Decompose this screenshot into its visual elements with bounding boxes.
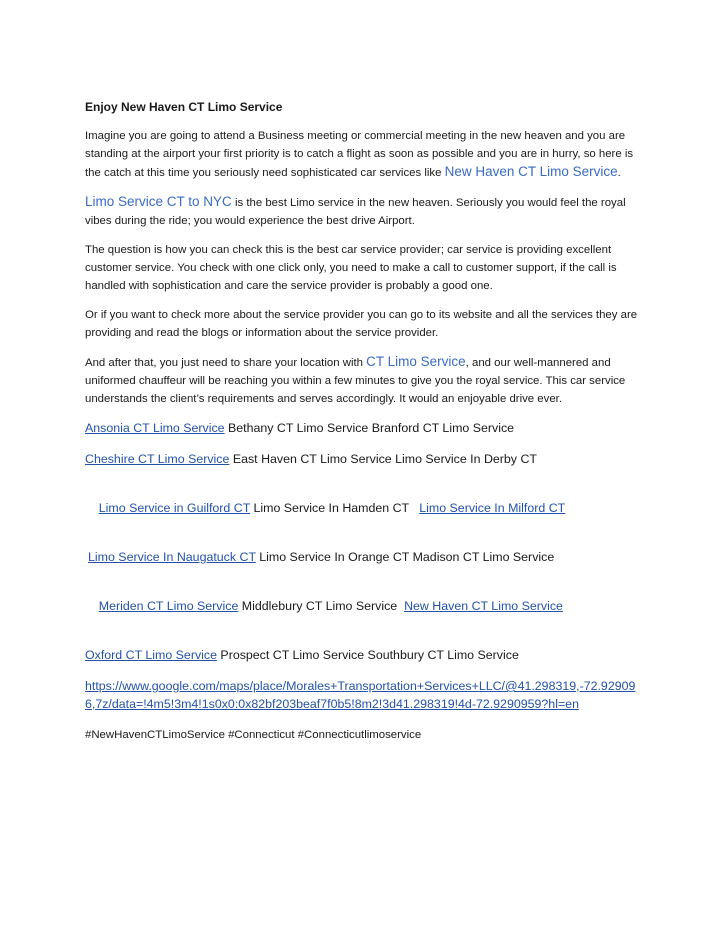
row-text: Bethany CT Limo Service Branford CT Limo Service — [224, 421, 515, 435]
paragraph-intro-tail: . — [617, 167, 621, 179]
row-text: Limo Service In Hamden CT — [250, 501, 420, 515]
paragraph-location — [85, 353, 640, 408]
document-page — [85, 98, 640, 744]
paragraph-nyc-text: is the best Limo service in the new heaven. Seriously you would feel the royal vibes during the ride; you would experience the best drive Airport. — [85, 197, 626, 227]
paragraph-question: The question is how you can check this is the best car service provider; car service is providing excellent customer service. You check with one click only, you need to make a call to customer support, if the call is handled with sophistication and care the service provider is probably a good one. — [85, 244, 617, 292]
paragraph-location-text: And after that, you just need to share your location with — [85, 357, 367, 369]
paragraph-intro — [85, 127, 640, 182]
row-text: Middlebury CT Limo Service — [238, 599, 405, 613]
naugatuck-link[interactable]: Limo Service In Naugatuck CT — [88, 550, 256, 564]
service-links-row — [85, 646, 640, 664]
row-text: Prospect CT Limo Service Southbury CT Limo Service — [216, 648, 519, 662]
paragraph-intro-text: Imagine you are going to attend a Business meeting or commercial meeting in the new heaven and you are standing at the airport your first priority is to catch a flight as soon as possible and you are in hurry, so here is the catch at this time you seriously need sophisticated car services like — [85, 130, 634, 179]
google-maps-link[interactable]: https://www.google.com/maps/place/Morales+Transportation+Services+LLC/@41.298319,-72.929096,7z/data=!4m5!3m4!1s0x0:0x82bf203beaf7f0b5!8m2!3d41.298319!4d-72.9290959?hl=en — [85, 679, 636, 711]
service-links-row — [85, 579, 640, 633]
map-link-block — [85, 677, 640, 713]
cheshire-link[interactable]: Cheshire CT Limo Service — [85, 452, 230, 466]
service-links-row — [85, 450, 640, 468]
paragraph-location-tail: , and our well-mannered and uniformed chauffeur will be reaching you within a few minutes to give you the royal service. This car service understands the client’s requirements and serves accordingly. It would an enjoyable drive ever. — [85, 357, 626, 405]
service-links-row — [85, 419, 640, 437]
paragraph-nyc — [85, 193, 640, 230]
service-links-row — [85, 548, 640, 566]
oxford-link[interactable]: Oxford CT Limo Service — [85, 648, 217, 662]
new-haven-link[interactable]: New Haven CT Limo Service — [404, 599, 563, 613]
row-text: Limo Service In Orange CT Madison CT Limo Service — [255, 550, 555, 564]
ansonia-link[interactable]: Ansonia CT Limo Service — [85, 421, 225, 435]
row-text: East Haven CT Limo Service Limo Service In Derby CT — [229, 452, 537, 466]
milford-link[interactable]: Limo Service In Milford CT — [419, 501, 566, 515]
new-haven-ct-limo-link[interactable]: New Haven CT Limo Service — [444, 164, 618, 179]
document-title: Enjoy New Haven CT Limo Service — [85, 100, 283, 114]
service-links-row — [85, 481, 640, 535]
ct-limo-service-link[interactable]: CT Limo Service — [366, 354, 466, 369]
limo-service-ct-to-nyc-link[interactable]: Limo Service CT to NYC — [85, 194, 232, 209]
guilford-link[interactable]: Limo Service in Guilford CT — [98, 501, 251, 515]
hashtags: #NewHavenCTLimoService #Connecticut #Connecticutlimoservice — [85, 729, 422, 741]
paragraph-website: Or if you want to check more about the service provider you can go to its website and all the services they are providing and read the blogs or information about the service provider. — [85, 309, 638, 339]
meriden-link[interactable]: Meriden CT Limo Service — [98, 599, 239, 613]
